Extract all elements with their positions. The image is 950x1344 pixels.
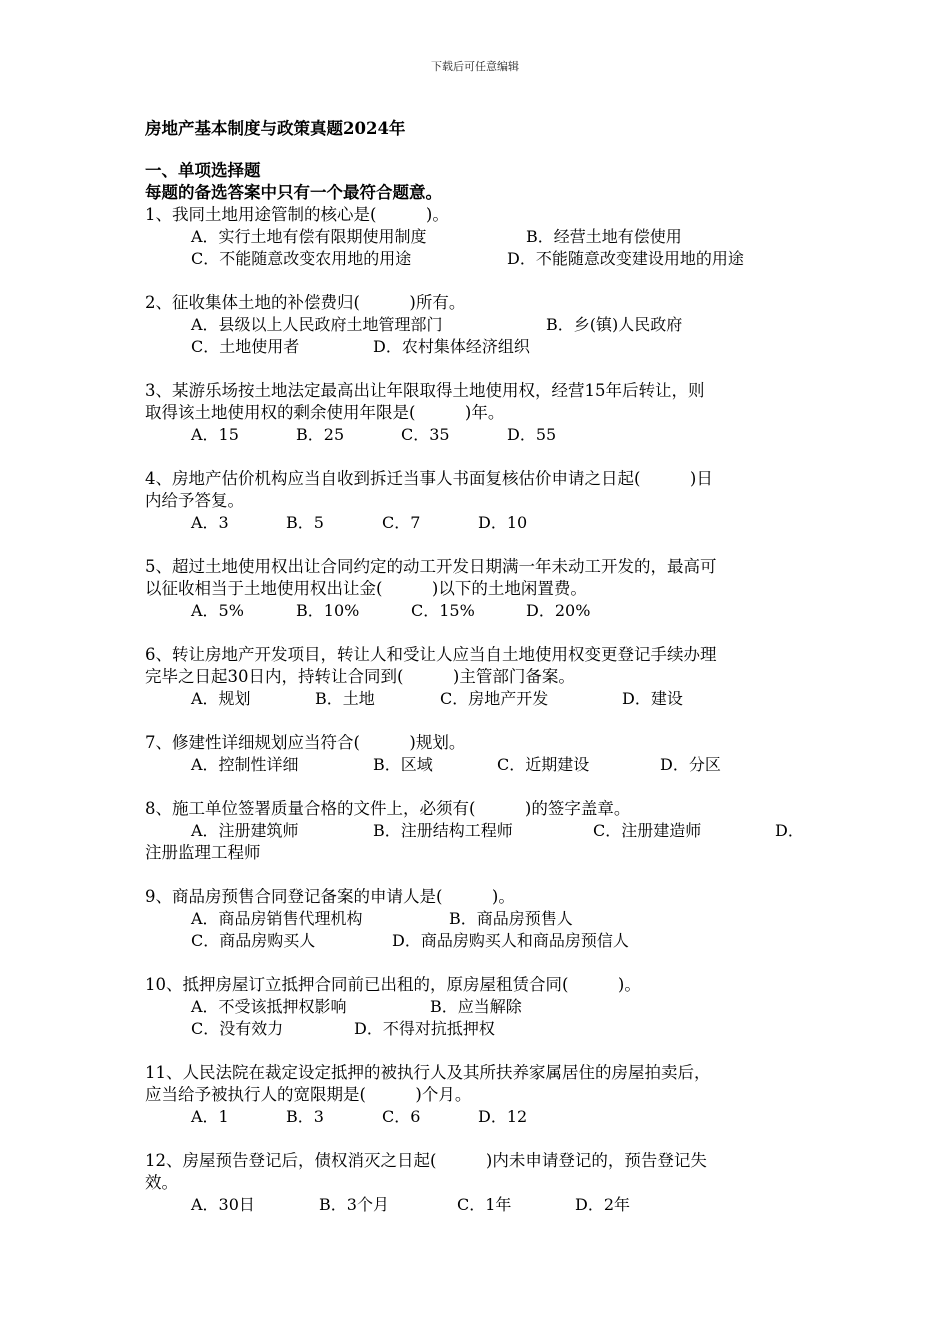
answer-option[interactable]: C．7 [382,513,421,532]
answer-option[interactable]: D．20% [526,601,591,620]
answer-option[interactable]: C．6 [382,1107,421,1126]
question-9 [145,886,815,952]
document-body [145,118,815,1216]
question-text: 2、征收集体土地的补偿费归( )所有。 [145,293,466,312]
answer-option[interactable]: B．注册结构工程师 [373,821,513,840]
question-text: 6、转让房地产开发项目，转让人和受让人应当自土地使用权变更登记手续办理 [145,645,717,664]
question-spacer [145,1128,815,1150]
answer-option[interactable]: D．分区 [660,755,721,774]
answer-option[interactable]: A．不受该抵押权影响 [191,997,347,1016]
answer-option[interactable]: B．5 [286,513,324,532]
option-row [145,248,815,270]
question-spacer [145,864,815,886]
answer-option[interactable]: A．15 [191,425,239,444]
option-row [145,424,815,446]
option-row [145,688,815,710]
page-header: 下载后可任意编辑 [431,60,519,73]
question-spacer [145,710,815,732]
answer-option[interactable]: D．农村集体经济组织 [373,337,530,356]
answer-option[interactable]: A．实行土地有偿有限期使用制度 [191,227,427,246]
answer-option[interactable]: A．规划 [191,689,251,708]
option-row [145,754,815,776]
answer-option[interactable]: A．3 [191,513,229,532]
question-4 [145,468,815,534]
question-text: 内给予答复。 [145,491,244,510]
question-3 [145,380,815,446]
question-spacer [145,534,815,556]
option-row [145,1018,815,1040]
answer-option[interactable]: B．经营土地有偿使用 [526,227,682,246]
question-spacer [145,358,815,380]
question-spacer [145,776,815,798]
answer-option[interactable]: B．10% [296,601,360,620]
question-spacer [145,1040,815,1062]
question-8 [145,798,815,864]
answer-option[interactable]: C．房地产开发 [440,689,549,708]
option-row [145,996,815,1018]
answer-option[interactable]: D．不能随意改变建设用地的用途 [507,249,744,268]
answer-option[interactable]: B．土地 [315,689,375,708]
option-row [145,336,815,358]
answer-option[interactable]: C．商品房购买人 [191,931,316,950]
question-12 [145,1150,815,1216]
answer-option[interactable]: C．15% [411,601,475,620]
option-continuation[interactable]: 注册监理工程师 [145,843,261,862]
answer-option[interactable]: B．区域 [373,755,433,774]
option-row [145,512,815,534]
answer-option[interactable]: B．3个月 [319,1195,389,1214]
answer-option[interactable]: C．注册建造师 [593,821,702,840]
question-text: 4、房地产估价机构应当自收到拆迁当事人书面复核估价申请之日起( )日 [145,469,713,488]
option-row [145,820,815,842]
question-6 [145,644,815,710]
question-11 [145,1062,815,1128]
answer-option[interactable]: D．建设 [622,689,683,708]
question-text: 8、施工单位签署质量合格的文件上，必须有( )的签字盖章。 [145,799,631,818]
section-instruction: 每题的备选答案中只有一个最符合题意。 [145,183,442,202]
option-row [145,908,815,930]
question-text: 11、人民法院在裁定设定抵押的被执行人及其所扶养家属居住的房屋拍卖后， [145,1063,711,1082]
option-row [145,314,815,336]
answer-option[interactable]: D．10 [478,513,528,532]
question-2 [145,292,815,358]
question-text: 1、我同土地用途管制的核心是( )。 [145,205,449,224]
question-1 [145,204,815,270]
question-text: 取得该土地使用权的剩余使用年限是( )年。 [145,403,505,422]
answer-option[interactable]: A．注册建筑师 [191,821,299,840]
question-list [145,204,815,1216]
document-title: 房地产基本制度与政策真题2024年 [145,119,406,138]
option-row [145,1106,815,1128]
answer-option[interactable]: B．25 [296,425,345,444]
question-5 [145,556,815,622]
option-row [145,600,815,622]
question-spacer [145,270,815,292]
question-text: 10、抵押房屋订立抵押合同前已出租的，原房屋租赁合同( )。 [145,975,641,994]
answer-option[interactable]: C．没有效力 [191,1019,284,1038]
question-text: 7、修建性详细规划应当符合( )规划。 [145,733,466,752]
question-text: 以征收相当于土地使用权出让金( )以下的土地闲置费。 [145,579,587,598]
answer-option[interactable]: C．35 [401,425,450,444]
question-text: 完毕之日起30日内，持转让合同到( )主管部门备案。 [145,667,575,686]
answer-option[interactable]: B．商品房预售人 [449,909,573,928]
answer-option[interactable]: D．商品房购买人和商品房预信人 [392,931,629,950]
question-spacer [145,952,815,974]
section-heading: 一、单项选择题 [145,161,261,180]
answer-option[interactable]: B．应当解除 [430,997,522,1016]
question-10 [145,974,815,1040]
option-row [145,226,815,248]
answer-option[interactable]: B．乡(镇)人民政府 [546,315,683,334]
question-text: 12、房屋预告登记后，债权消灭之日起( )内未申请登记的，预告登记失 [145,1151,707,1170]
answer-option[interactable]: A．30日 [191,1195,255,1214]
answer-option[interactable]: D．12 [478,1107,528,1126]
answer-option[interactable]: D．55 [507,425,557,444]
answer-option[interactable]: A．县级以上人民政府土地管理部门 [191,315,443,334]
answer-option[interactable]: A．5% [191,601,244,620]
question-text: 效。 [145,1173,178,1192]
answer-option[interactable]: D． [775,821,804,840]
question-spacer [145,446,815,468]
answer-option[interactable]: B．3 [286,1107,324,1126]
question-spacer [145,622,815,644]
answer-option[interactable]: C．1年 [457,1195,512,1214]
answer-option[interactable]: A．商品房销售代理机构 [191,909,363,928]
answer-option[interactable]: A．控制性详细 [191,755,299,774]
answer-option[interactable]: C．不能随意改变农用地的用途 [191,249,412,268]
answer-option[interactable]: D．不得对抗抵押权 [354,1019,495,1038]
question-text: 5、超过土地使用权出让合同约定的动工开发日期满一年未动工开发的，最高可 [145,557,717,576]
answer-option[interactable]: D．2年 [575,1195,631,1214]
answer-option[interactable]: C．土地使用者 [191,337,300,356]
question-text: 3、某游乐场按土地法定最高出让年限取得土地使用权，经营15年后转让，则 [145,381,705,400]
option-row [145,930,815,952]
question-text: 9、商品房预售合同登记备案的申请人是( )。 [145,887,515,906]
option-row [145,1194,815,1216]
question-text: 应当给予被执行人的宽限期是( )个月。 [145,1085,472,1104]
question-7 [145,732,815,776]
answer-option[interactable]: A．1 [191,1107,229,1126]
answer-option[interactable]: C．近期建设 [497,755,590,774]
